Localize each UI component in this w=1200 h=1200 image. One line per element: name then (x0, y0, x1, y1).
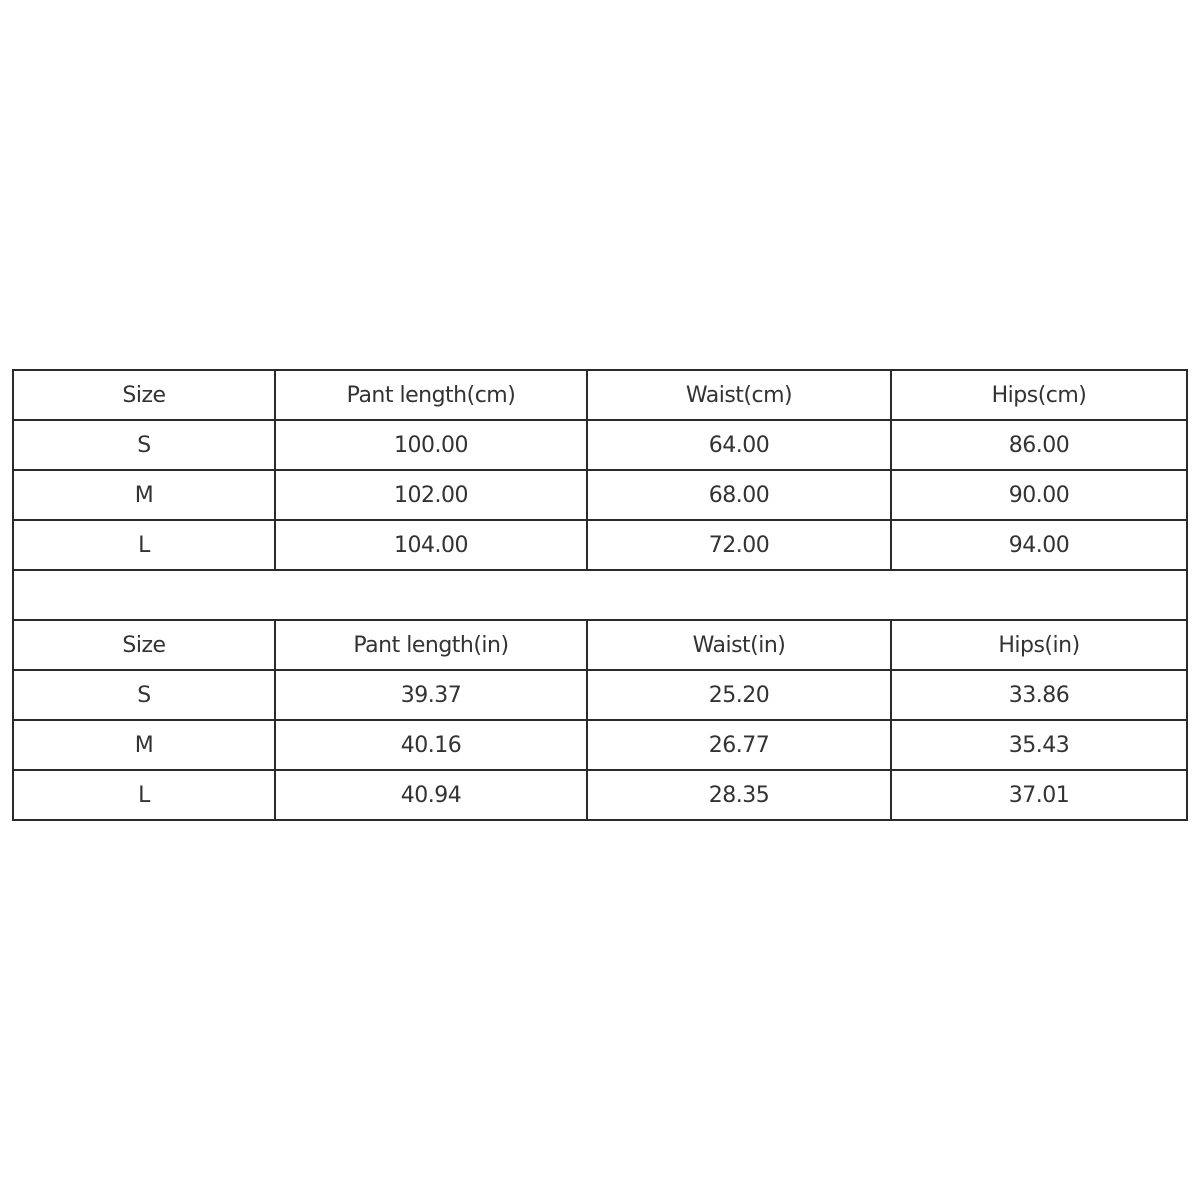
hips-cell: 90.00 (891, 470, 1187, 520)
size-cell: M (13, 720, 275, 770)
waist-cell: 68.00 (587, 470, 891, 520)
size-cell: S (13, 420, 275, 470)
pant-length-cell: 104.00 (275, 520, 587, 570)
hips-cell: 94.00 (891, 520, 1187, 570)
separator-cell (13, 570, 1187, 620)
waist-cell: 26.77 (587, 720, 891, 770)
table-row (13, 420, 1187, 470)
pant-length-cell: 40.16 (275, 720, 587, 770)
header-cell: Pant length(in) (275, 620, 587, 670)
hips-cell: 35.43 (891, 720, 1187, 770)
in-header-row (13, 620, 1187, 670)
header-cell: Size (13, 370, 275, 420)
hips-cell: 37.01 (891, 770, 1187, 820)
waist-cell: 72.00 (587, 520, 891, 570)
hips-cell: 86.00 (891, 420, 1187, 470)
header-cell: Hips(in) (891, 620, 1187, 670)
header-cell: Hips(cm) (891, 370, 1187, 420)
table-row (13, 520, 1187, 570)
size-chart-table (12, 369, 1188, 821)
hips-cell: 33.86 (891, 670, 1187, 720)
size-cell: S (13, 670, 275, 720)
pant-length-cell: 100.00 (275, 420, 587, 470)
cm-header-row (13, 370, 1187, 420)
header-cell: Waist(in) (587, 620, 891, 670)
pant-length-cell: 40.94 (275, 770, 587, 820)
pant-length-cell: 102.00 (275, 470, 587, 520)
size-cell: L (13, 770, 275, 820)
table-row (13, 670, 1187, 720)
table-row (13, 470, 1187, 520)
separator-row (13, 570, 1187, 620)
header-cell: Pant length(cm) (275, 370, 587, 420)
header-cell: Size (13, 620, 275, 670)
size-cell: L (13, 520, 275, 570)
table-row (13, 720, 1187, 770)
size-cell: M (13, 470, 275, 520)
header-cell: Waist(cm) (587, 370, 891, 420)
pant-length-cell: 39.37 (275, 670, 587, 720)
waist-cell: 28.35 (587, 770, 891, 820)
waist-cell: 64.00 (587, 420, 891, 470)
waist-cell: 25.20 (587, 670, 891, 720)
table-row (13, 770, 1187, 820)
